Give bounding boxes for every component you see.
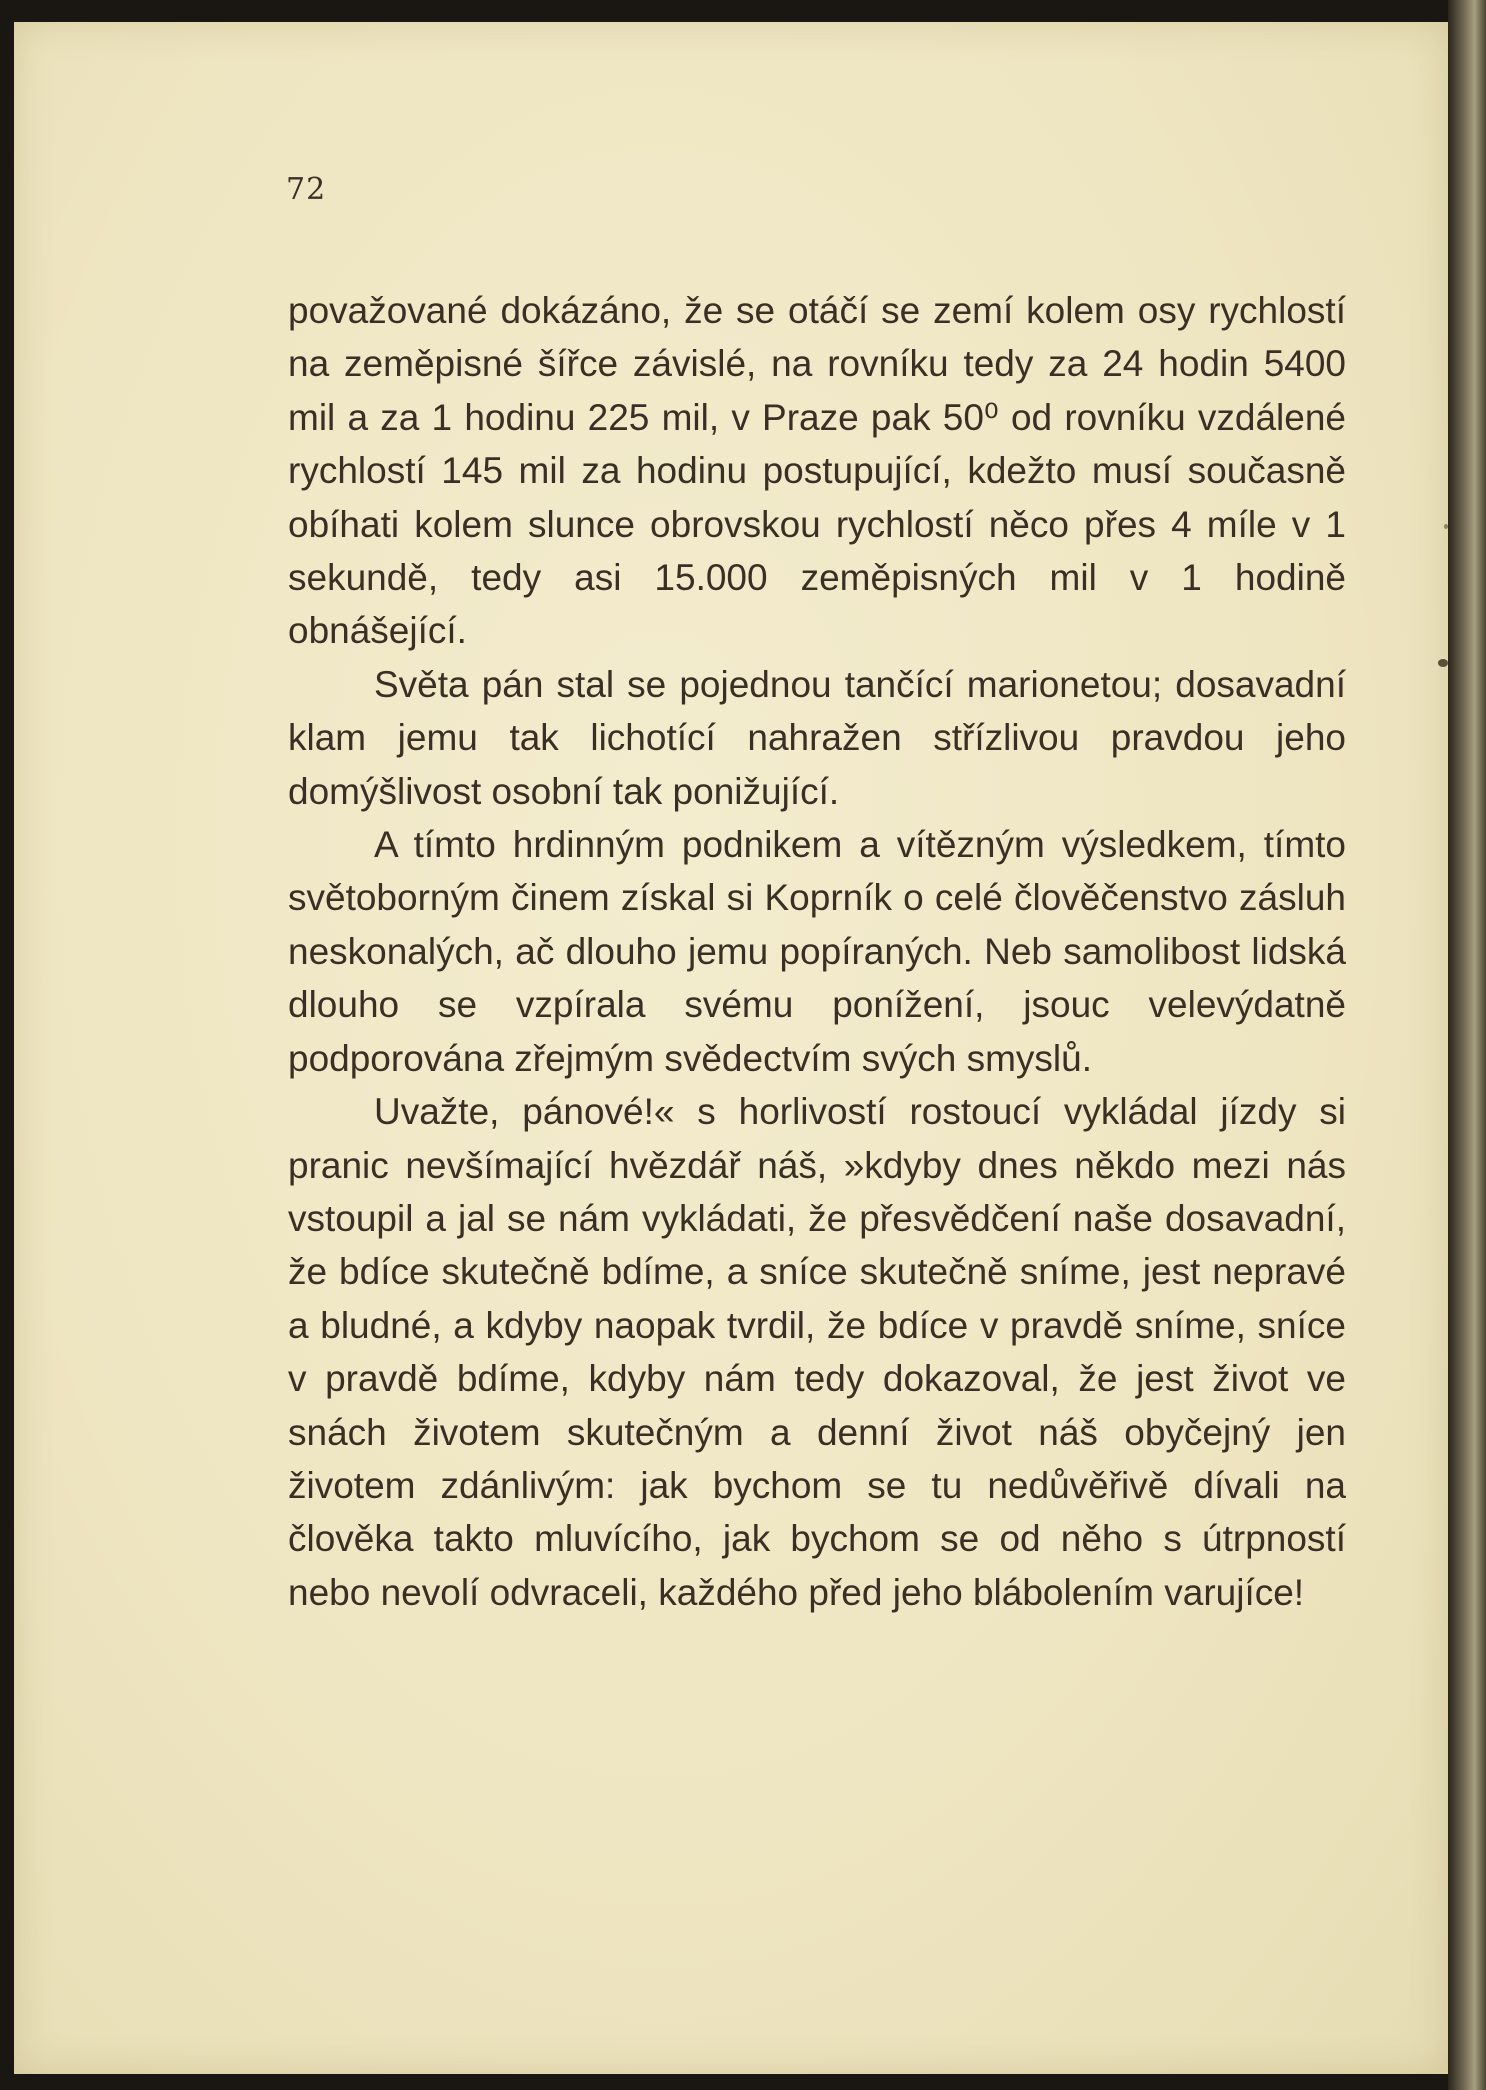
- paragraph-uvazte: Uvažte, pánové!« s horlivostí rostoucí vykládal jízdy si pranic nevšímající hvězdář náš, »kdyby dnes někdo mezi nás vstoupil a jal se nám vykládati, že přesvědčení naše dosavadní, že bdíce skutečně bdíme, a sníce skutečně sníme, jest nepravé a bludné, a kdyby naopak tvrdil, že bdíce v pravdě sníme, sníce v pravdě bdíme, kdyby nám tedy dokazoval, že jest život ve snách životem skutečným a denní život náš obyčejný jen životem zdánlivým: jak bychom se tu nedůvěřivě dívali na člověka takto mluvícího, jak bychom se od něho s útrpností nebo nevolí odvraceli, každého před jeho blábolením varujíce!: [288, 1091, 1346, 1613]
- paper-page: [14, 22, 1448, 2074]
- book-page-edge: [1448, 0, 1486, 2090]
- paragraph-marionette: Světa pán stal se pojednou tančící marionetou; dosavadní klam jemu tak lichotící nahražen střízlivou pravdou jeho domýšlivost osobní tak ponižující.: [288, 663, 1346, 812]
- paper-speck: [1438, 659, 1448, 667]
- paragraph-kopernik: A tímto hrdinným podnikem a vítězným výsledkem, tímto světoborným činem získal si Koprník o celé člověčenstvo zásluh neskonalých, ač dlouho jemu popíraných. Neb samolibost lidská dlouho se vzpírala svému ponížení, jsouc velevýdatně podporována zřejmým svědectvím svých smyslů.: [288, 824, 1346, 1079]
- body-text: [288, 284, 1346, 1619]
- page-number: 72: [286, 172, 327, 207]
- paragraph-continued: považované dokázáno, že se otáčí se zemí kolem osy rychlostí na zeměpisné šířce závislé, na rovníku tedy za 24 hodin 5400 mil a za 1 hodinu 225 mil, v Praze pak 50⁰ od rovníku vzdálené rychlostí 145 mil za hodinu postupující, kdežto musí současně obíhati kolem slunce obrovskou rychlostí něco přes 4 míle v 1 sekundě, tedy asi 15.000 zeměpisných mil v 1 hodině obnášející.: [288, 290, 1346, 652]
